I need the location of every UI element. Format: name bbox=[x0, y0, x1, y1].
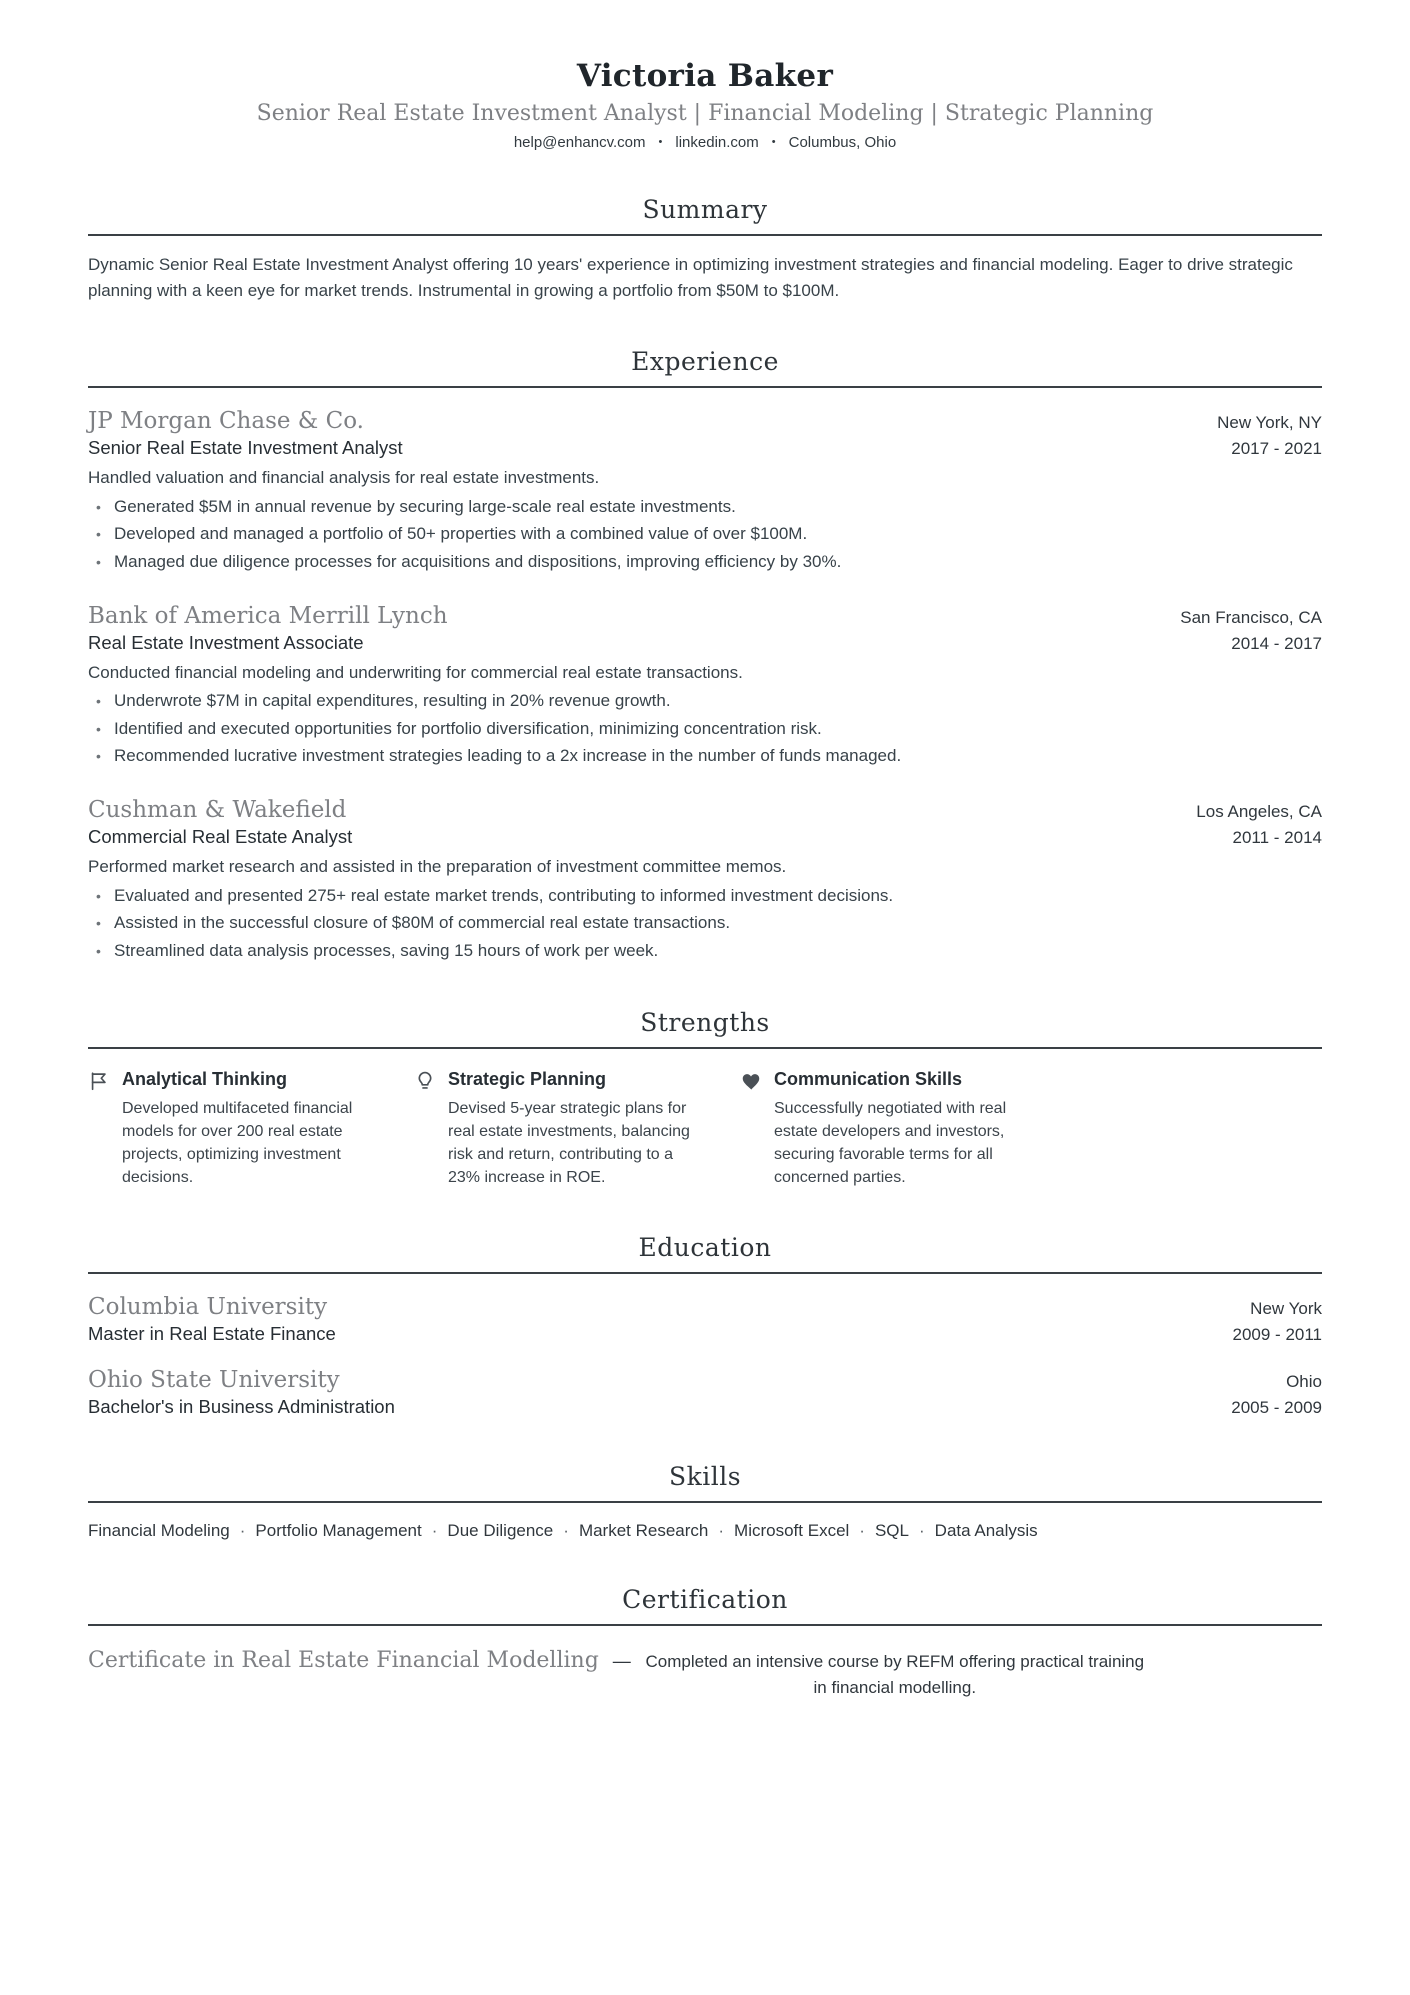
strength-text: Developed multifaceted financial models for over 200 real estate projects, optimizing investment decisions. bbox=[122, 1099, 353, 1187]
degree-name: Master in Real Estate Finance bbox=[88, 1323, 336, 1345]
skill-item: Market Research · bbox=[579, 1521, 734, 1540]
education-dates: 2009 - 2011 bbox=[1232, 1325, 1322, 1345]
strength-item bbox=[414, 1069, 704, 1190]
job-bullet: • Evaluated and presented 275+ real estate market trends, contributing to informed investment decisions. bbox=[88, 884, 1322, 909]
strengths-title: Strengths bbox=[88, 1008, 1322, 1049]
contact-linkedin: • linkedin.com bbox=[646, 134, 759, 151]
skills-list bbox=[88, 1521, 1322, 1541]
lightbulb-icon bbox=[414, 1070, 436, 1092]
company-name: Bank of America Merrill Lynch bbox=[88, 602, 448, 629]
strengths-grid bbox=[88, 1069, 1322, 1190]
candidate-name: Victoria Baker bbox=[576, 58, 834, 94]
strength-content bbox=[774, 1069, 1030, 1190]
strength-text: Devised 5-year strategic plans for real estate investments, balancing risk and return, contributing to a 23% increase in ROE. bbox=[448, 1099, 690, 1187]
skill-item: Data Analysis bbox=[934, 1521, 1038, 1541]
skill-item: Microsoft Excel · bbox=[734, 1521, 875, 1540]
certification-name: Certificate in Real Estate Financial Modelling bbox=[88, 1648, 599, 1674]
school-location: Ohio bbox=[1286, 1372, 1322, 1392]
school-name: Columbia University bbox=[88, 1294, 328, 1321]
job-location: San Francisco, CA bbox=[1180, 607, 1322, 627]
contact-email: help@enhancv.com bbox=[513, 134, 646, 151]
strength-text: Successfully negotiated with real estate developers and investors, securing favorable terms for all concerned parties. bbox=[774, 1099, 1007, 1187]
experience-entry bbox=[88, 603, 1322, 770]
strength-name: Communication Skills bbox=[774, 1068, 963, 1089]
job-location: Los Angeles, CA bbox=[1196, 802, 1322, 822]
contact-location: • Columbus, Ohio bbox=[759, 134, 896, 151]
education-entry bbox=[88, 1294, 1322, 1345]
job-bullet: • Assisted in the successful closure of $80M of commercial real estate transactions. bbox=[88, 911, 1322, 936]
skill-item: Financial Modeling · bbox=[88, 1521, 255, 1540]
strength-name: Strategic Planning bbox=[448, 1068, 607, 1089]
job-bullet: • Recommended lucrative investment strategies leading to a 2x increase in the number of funds managed. bbox=[88, 744, 1322, 769]
certification-description: Completed an intensive course by REFM offering practical training in financial modelling. bbox=[645, 1652, 1145, 1697]
job-bullets bbox=[88, 495, 1322, 575]
job-dates: 2017 - 2021 bbox=[1231, 439, 1322, 458]
job-location: New York, NY bbox=[1217, 413, 1322, 432]
certification-separator: — bbox=[612, 1651, 631, 1672]
job-bullets bbox=[88, 689, 1322, 769]
section-education bbox=[88, 1233, 1322, 1418]
skills-title: Skills bbox=[88, 1462, 1322, 1503]
job-bullet: • Identified and executed opportunities for portfolio diversification, minimizing concentration risk. bbox=[88, 717, 1322, 742]
section-strengths bbox=[88, 1008, 1322, 1190]
heart-icon bbox=[740, 1070, 762, 1092]
section-summary bbox=[88, 195, 1322, 303]
job-title: Real Estate Investment Associate bbox=[88, 631, 364, 653]
education-title: Education bbox=[88, 1233, 1322, 1274]
skill-item: Due Diligence · bbox=[447, 1521, 579, 1540]
job-dates: 2014 - 2017 bbox=[1231, 633, 1322, 653]
job-bullet: • Managed due diligence processes for acquisitions and dispositions, improving efficiency by 30%. bbox=[88, 550, 1322, 575]
section-certification bbox=[88, 1585, 1322, 1700]
job-bullet: • Generated $5M in annual revenue by securing large-scale real estate investments. bbox=[88, 495, 1322, 520]
degree-name: Bachelor's in Business Administration bbox=[88, 1396, 395, 1418]
company-name: Cushman & Wakefield bbox=[88, 797, 347, 824]
section-skills bbox=[88, 1462, 1322, 1541]
strength-name: Analytical Thinking bbox=[122, 1068, 288, 1089]
experience-title: Experience bbox=[88, 347, 1322, 388]
education-entry bbox=[88, 1367, 1322, 1418]
certification-entry bbox=[88, 1648, 1322, 1700]
job-bullet: • Streamlined data analysis processes, saving 15 hours of work per week. bbox=[88, 939, 1322, 964]
strength-content bbox=[122, 1069, 378, 1190]
job-bullet: • Developed and managed a portfolio of 50+ properties with a combined value of over $100M. bbox=[88, 522, 1322, 547]
strength-content bbox=[448, 1069, 704, 1190]
education-dates: 2005 - 2009 bbox=[1231, 1398, 1322, 1418]
job-description: Performed market research and assisted in the preparation of investment committee memos. bbox=[88, 857, 787, 877]
summary-text: Dynamic Senior Real Estate Investment Analyst offering 10 years' experience in optimizing investment strategies and financial modeling. Eager to drive strategic planning with a keen eye for market trends. Instrumental in growing a portfolio from $50M to $100M. bbox=[88, 255, 1293, 300]
experience-entry bbox=[88, 797, 1322, 964]
job-description: Conducted financial modeling and underwriting for commercial real estate transactions. bbox=[88, 662, 743, 682]
skill-item: Portfolio Management · bbox=[255, 1521, 447, 1540]
job-bullets bbox=[88, 884, 1322, 964]
strength-item bbox=[740, 1069, 1030, 1190]
job-bullet: • Underwrote $7M in capital expenditures, resulting in 20% revenue growth. bbox=[88, 689, 1322, 714]
experience-entry bbox=[88, 408, 1322, 575]
company-name: JP Morgan Chase & Co. bbox=[88, 408, 364, 434]
contact-row bbox=[88, 134, 1322, 151]
resume-header bbox=[88, 58, 1322, 151]
school-name: Ohio State University bbox=[88, 1367, 340, 1394]
flag-icon bbox=[88, 1070, 110, 1092]
job-description: Handled valuation and financial analysis for real estate investments. bbox=[88, 468, 600, 487]
candidate-headline: Senior Real Estate Investment Analyst | Financial Modeling | Strategic Planning bbox=[256, 101, 1154, 126]
strength-item bbox=[88, 1069, 378, 1190]
job-dates: 2011 - 2014 bbox=[1232, 828, 1322, 848]
job-title: Senior Real Estate Investment Analyst bbox=[88, 437, 403, 458]
summary-title: Summary bbox=[88, 195, 1322, 236]
skill-item: SQL · bbox=[875, 1521, 935, 1540]
section-experience bbox=[88, 347, 1322, 964]
school-location: New York bbox=[1250, 1299, 1322, 1319]
job-title: Commercial Real Estate Analyst bbox=[88, 826, 353, 848]
certification-title: Certification bbox=[88, 1585, 1322, 1626]
